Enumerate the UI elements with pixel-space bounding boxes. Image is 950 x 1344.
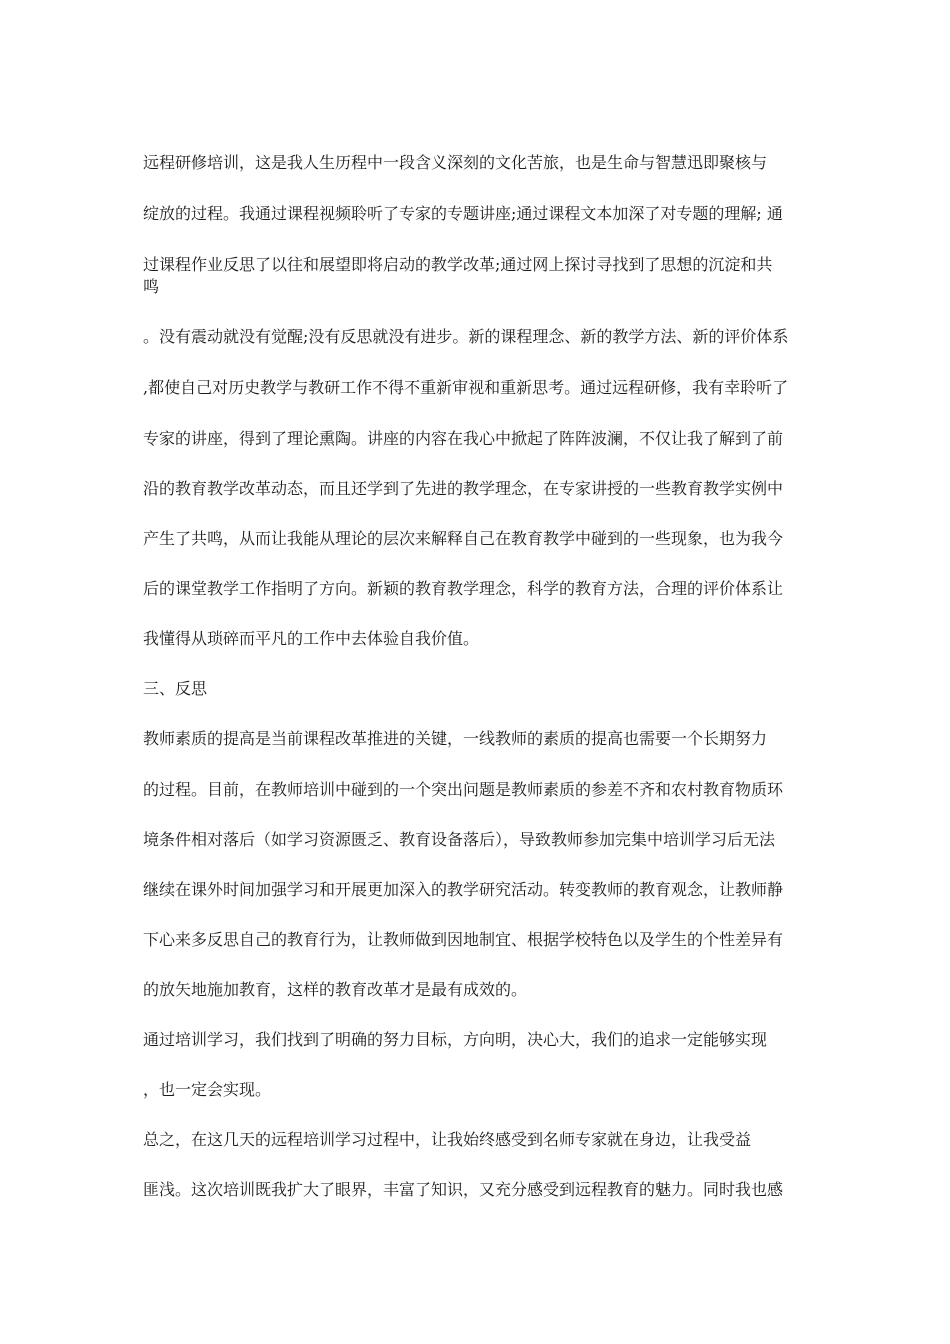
text-line: ，也一定会实现。 bbox=[143, 1080, 272, 1099]
text-line: 境条件相对落后（如学习资源匮乏、教育设备落后），导致教师参加完集中培训学习后无法 bbox=[143, 830, 776, 849]
text-line: 产生了共鸣，从而让我能从理论的层次来解释自己在教育教学中碰到的一些现象，也为我今 bbox=[143, 529, 784, 548]
text-line: 下心来多反思自己的教育行为，让教师做到因地制宜、根据学校特色以及学生的个性差异有 bbox=[143, 930, 784, 949]
text-line: 专家的讲座，得到了理论熏陶。讲座的内容在我心中掀起了阵阵波澜，不仅让我了解到了前 bbox=[143, 429, 784, 448]
text-line: 。没有震动就没有觉醒;没有反思就没有进步。新的课程理念、新的教学方法、新的评价体系 bbox=[143, 327, 789, 346]
section-heading: 三、反思 bbox=[143, 679, 208, 698]
text-line: 过课程作业反思了以往和展望即将启动的教学改革;通过网上探讨寻找到了思想的沉淀和共 bbox=[143, 255, 773, 274]
text-line: 通过培训学习，我们找到了明确的努力目标，方向明，决心大，我们的追求一定能够实现 bbox=[143, 1030, 768, 1049]
text-line: 匪浅。这次培训既我扩大了眼界，丰富了知识，又充分感受到远程教育的魅力。同时我也感 bbox=[143, 1180, 784, 1199]
text-line: 总之，在这几天的远程培训学习过程中，让我始终感受到名师专家就在身边，让我受益 bbox=[143, 1130, 752, 1149]
text-line: 后的课堂教学工作指明了方向。新颖的教育教学理念，科学的教育方法，合理的评价体系让 bbox=[143, 579, 784, 598]
text-line: 教师素质的提高是当前课程改革推进的关键，一线教师的素质的提高也需要一个长期努力 bbox=[143, 729, 768, 748]
text-line: 继续在课外时间加强学习和开展更加深入的教学研究活动。转变教师的教育观念，让教师静 bbox=[143, 880, 784, 899]
text-line: 的放矢地施加教育，这样的教育改革才是最有成效的。 bbox=[143, 980, 528, 999]
text-line: 我懂得从琐碎而平凡的工作中去体验自我价值。 bbox=[143, 629, 480, 648]
text-line: 鸣 bbox=[143, 277, 160, 296]
text-line: ,都使自己对历史教学与教研工作不得不重新审视和重新思考。通过远程研修，我有幸聆听了 bbox=[143, 378, 789, 397]
text-line: 远程研修培训，这是我人生历程中一段含义深刻的文化苦旅，也是生命与智慧迅即聚核与 bbox=[143, 153, 768, 172]
text-line: 绽放的过程。我通过课程视频聆听了专家的专题讲座;通过课程文本加深了对专题的理解; 通 bbox=[143, 204, 783, 223]
text-line: 沿的教育教学改革动态，而且还学到了先进的教学理念，在专家讲授的一些教育教学实例中 bbox=[143, 479, 784, 498]
text-line: 的过程。目前，在教师培训中碰到的一个突出问题是教师素质的参差不齐和农村教育物质环 bbox=[143, 780, 784, 799]
